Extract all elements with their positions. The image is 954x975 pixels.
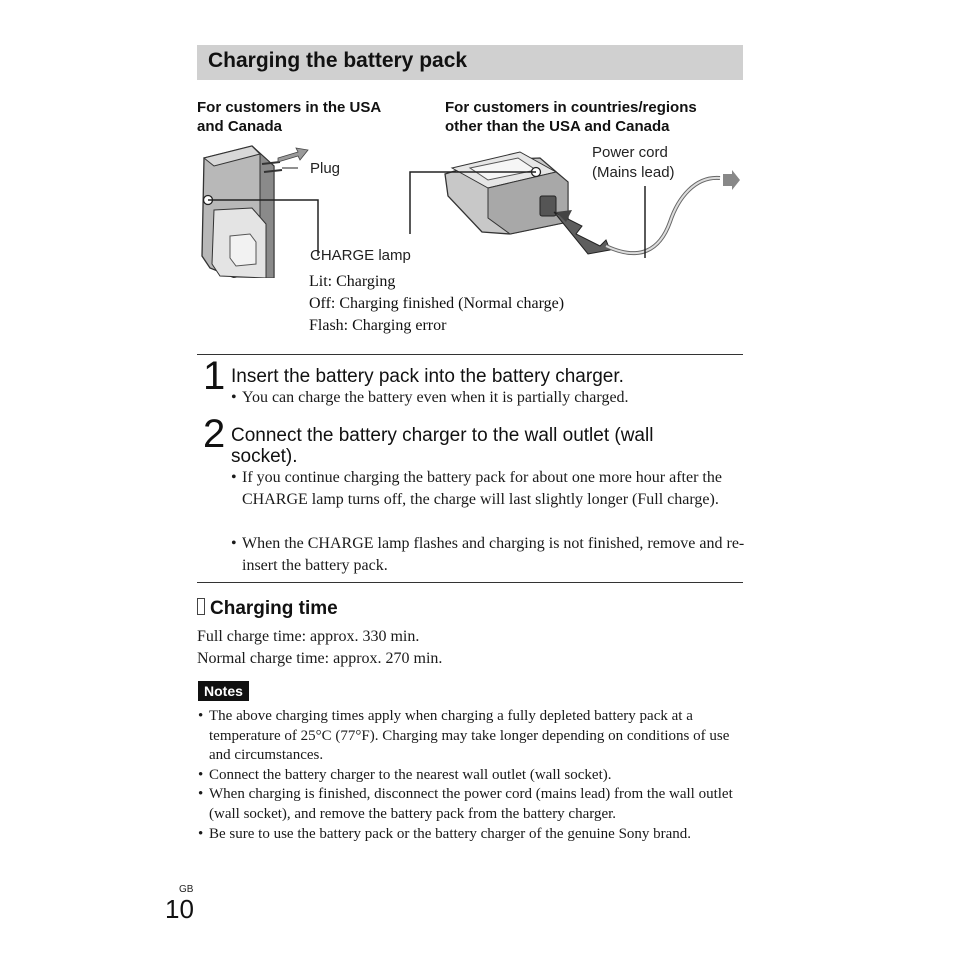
notes-list <box>198 707 743 844</box>
step-1-number: 1 <box>203 354 226 398</box>
divider-top <box>197 354 743 355</box>
section-marker-icon <box>197 598 205 615</box>
power-cord-label: Power cord (Mains lead) <box>592 144 675 181</box>
lamp-state-off: Off: Charging finished (Normal charge) <box>309 295 565 312</box>
region-code: GB <box>179 884 194 895</box>
normal-charge-time: Normal charge time: approx. 270 min. <box>197 650 443 667</box>
lamp-state-flash: Flash: Charging error <box>309 317 447 334</box>
page-number: 10 <box>165 894 194 924</box>
page-title: Charging the battery pack <box>208 49 468 72</box>
lamp-states-list <box>309 271 564 337</box>
charge-lamp-label: CHARGE lamp <box>310 247 411 264</box>
step-1-bullet: • You can charge the battery even when it is partially charged. <box>231 387 754 409</box>
other-charger-drawing <box>410 152 740 258</box>
note-item-3: • When charging is finished, disconnect the power cord (mains lead) from the wall outlet (wall socket), and remove the battery pack from the battery charger. <box>198 785 743 824</box>
section-title-bar <box>197 45 743 80</box>
other-regions-column-heading: For customers in countries/regions other than the USA and Canada <box>445 99 697 135</box>
plug-label: Plug <box>310 160 341 177</box>
note-item-4: • Be sure to use the battery pack or the battery charger of the genuine Sony brand. <box>198 825 743 845</box>
step-2-heading: Connect the battery charger to the wall outlet (wall socket). <box>231 425 654 467</box>
note-item-2: • Connect the battery charger to the nearest wall outlet (wall socket). <box>198 766 743 786</box>
step-2-number: 2 <box>203 412 226 456</box>
usa-charger-drawing <box>202 146 318 278</box>
charging-time-heading: Charging time <box>197 598 338 620</box>
note-item-1: • The above charging times apply when charging a fully depleted battery pack at a temperature of 25°C (77°F). Charging may take longer depending on conditions of use and circumstances. <box>198 707 743 766</box>
step-1-heading: Insert the battery pack into the battery charger. <box>231 366 624 387</box>
divider-bottom <box>197 582 743 583</box>
usa-column-heading: For customers in the USA and Canada <box>197 99 382 135</box>
step-2-bullet-1: • If you continue charging the battery pack for about one more hour after the CHARGE lamp turns off, the charge will last slightly longer (Full charge). <box>231 467 754 511</box>
full-charge-time: Full charge time: approx. 330 min. <box>197 628 420 645</box>
step-2-bullet-2: • When the CHARGE lamp flashes and charging is not finished, remove and re-insert the battery pack. <box>231 533 754 577</box>
notes-label: Notes <box>198 681 249 701</box>
lamp-state-lit: Lit: Charging <box>309 273 396 290</box>
